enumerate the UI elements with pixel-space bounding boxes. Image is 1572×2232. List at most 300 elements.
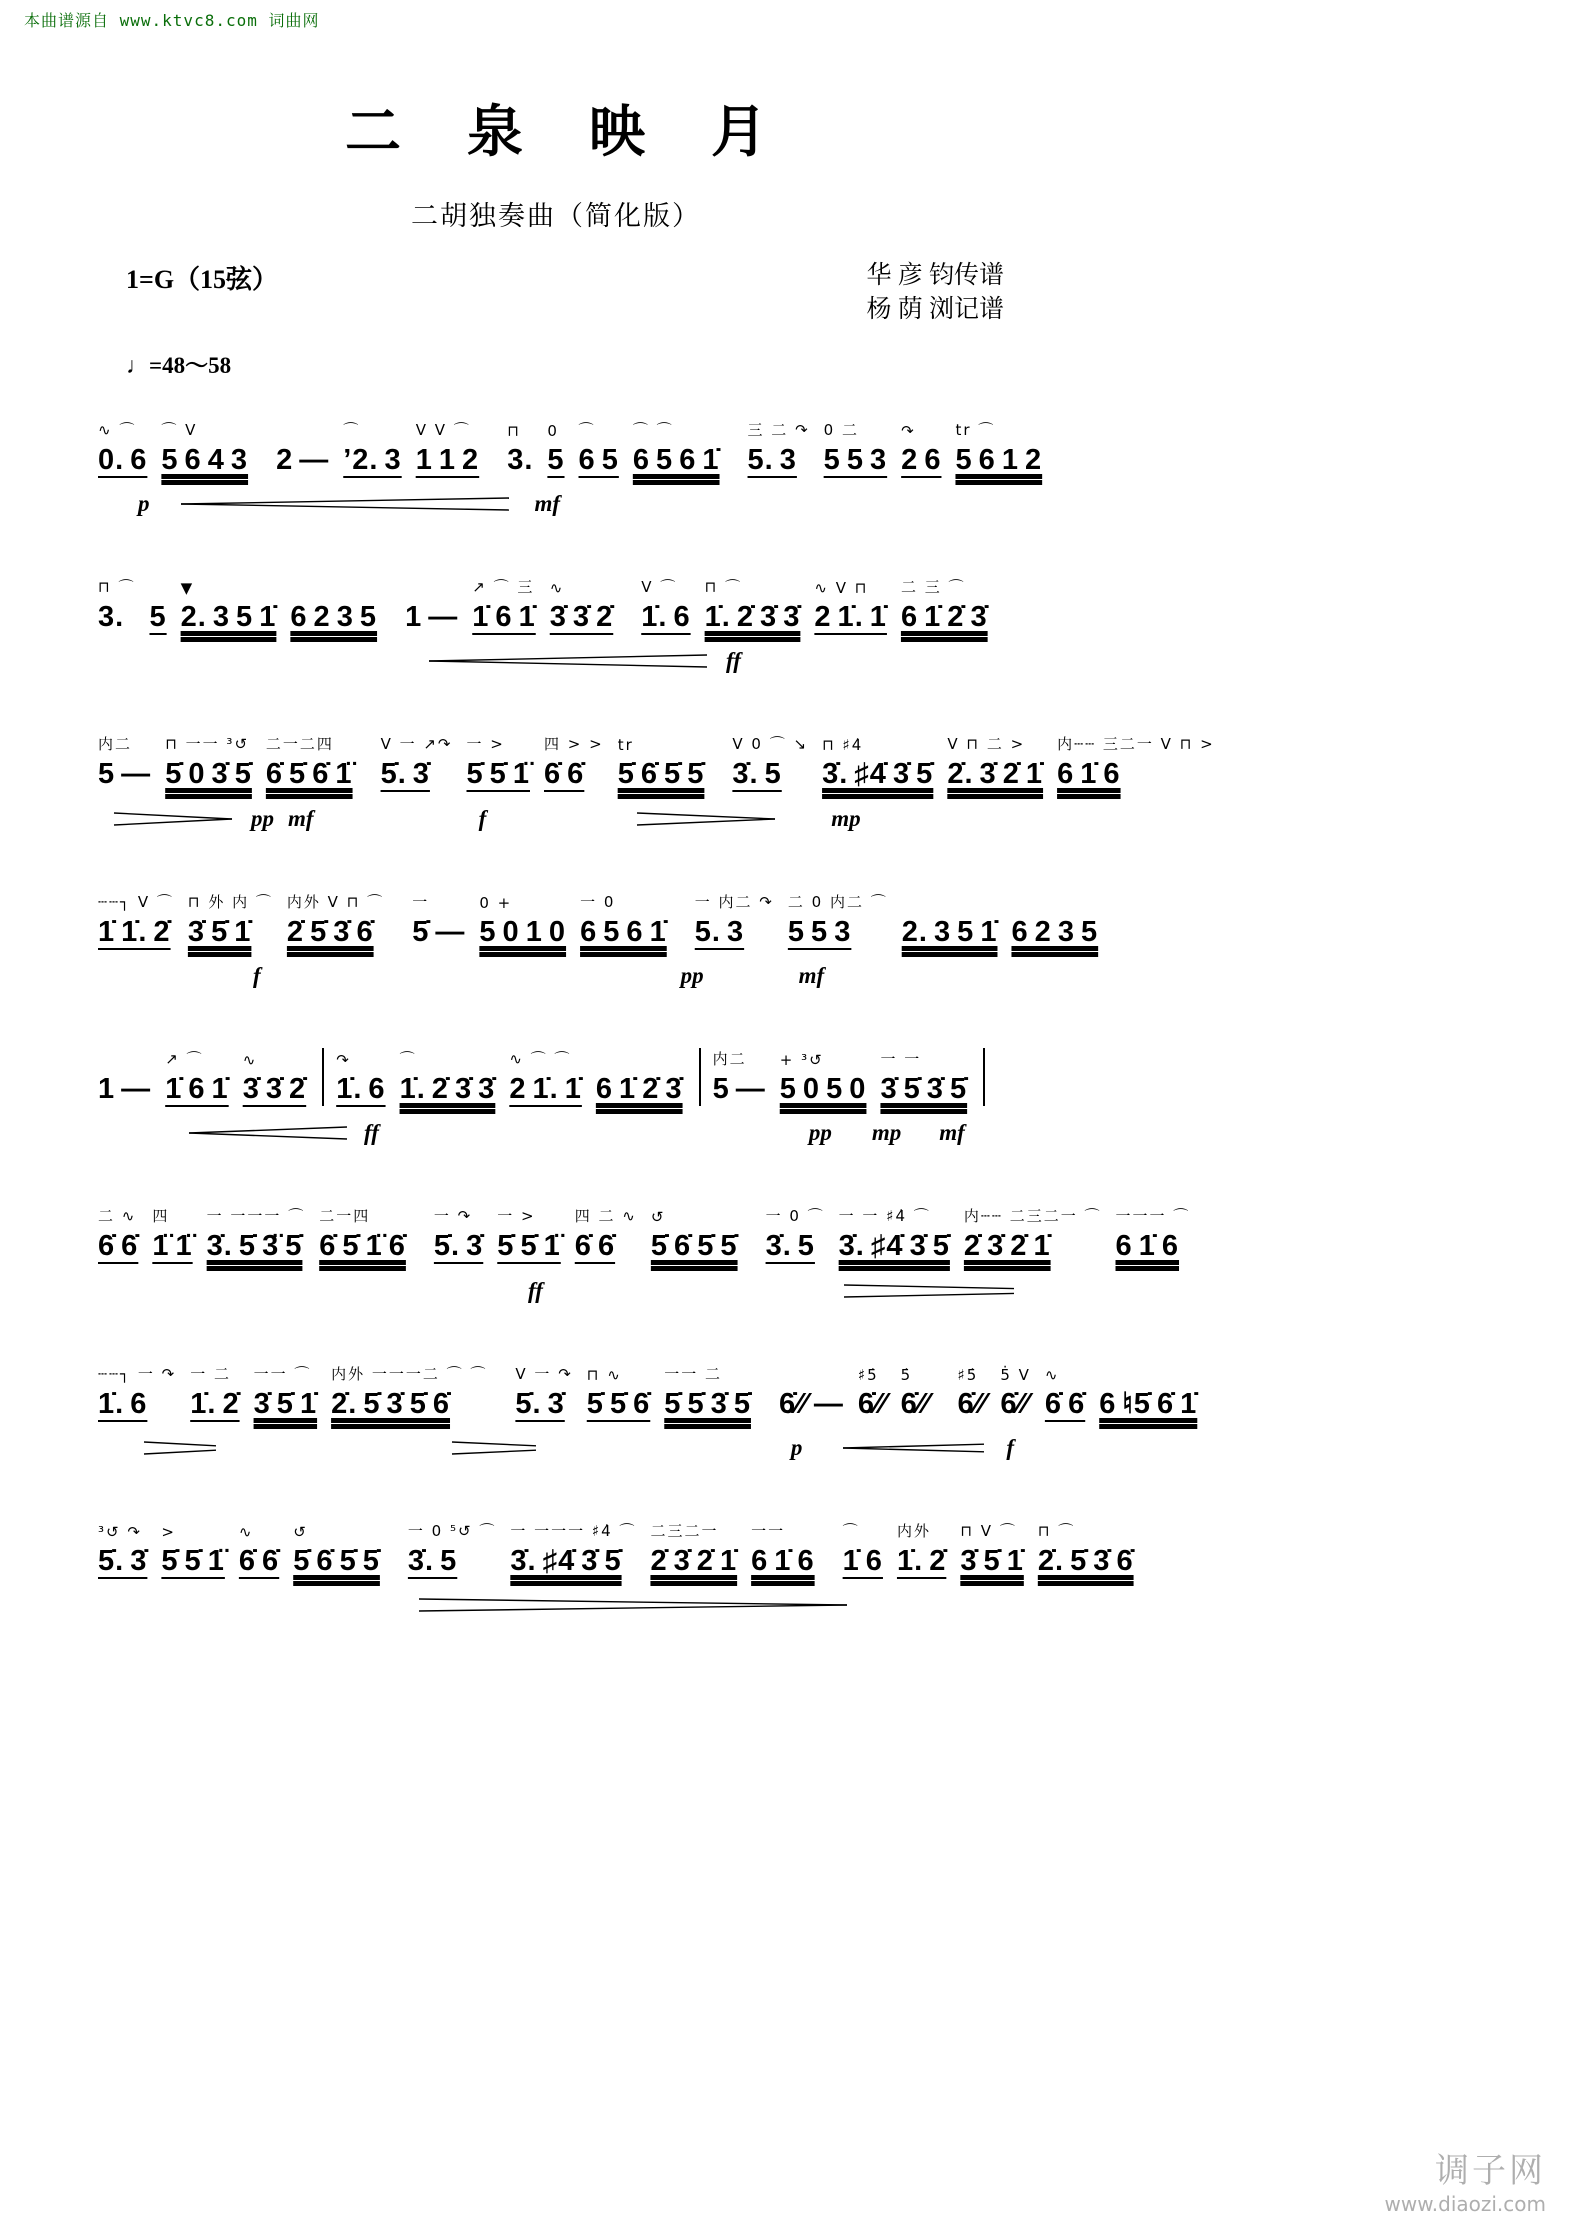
- fingering-annotation: ⌒: [399, 1049, 417, 1068]
- dynamics-row: [98, 802, 1014, 836]
- note-group: [254, 1338, 318, 1421]
- dynamics-row: [98, 644, 1014, 678]
- fingering-annotation: tr ⌒: [955, 420, 996, 439]
- fingering-annotation: [1099, 1338, 1197, 1388]
- note-group: [587, 1338, 651, 1421]
- jianpu-notes: 3̇. ♯4̇ 3̇ 5̇: [838, 1230, 950, 1263]
- jianpu-notes: 3̇ 5̇ 1̇: [187, 915, 252, 948]
- key-signature: 1=G（15弦）: [126, 265, 279, 294]
- fingering-annotation: ↺: [650, 1208, 666, 1227]
- jianpu-notes: 5. 3: [694, 915, 745, 948]
- fingering-annotation: [405, 551, 458, 601]
- jianpu-notes: 6̇⁄⁄: [957, 1387, 987, 1420]
- fingering-annotation: ⊓ ⌒: [1037, 1521, 1076, 1540]
- fingering-annotation: 三 二 ↷: [747, 420, 810, 439]
- note-group: [779, 1338, 844, 1421]
- note-group: [1000, 1338, 1031, 1421]
- note-group: [788, 866, 888, 949]
- fingering-annotation: 内二: [98, 735, 133, 754]
- jianpu-notes: 1 —: [405, 600, 459, 633]
- bars-row: [98, 708, 1215, 791]
- jianpu-notes: 6̇ 5̇ 6̇ 1̈: [265, 758, 353, 791]
- jianpu-notes: 0. 6: [98, 443, 148, 476]
- dynamic-marking: mp: [831, 805, 861, 831]
- note-group: [416, 394, 480, 477]
- jianpu-notes: 5̇ 6̇ 5̇ 5̇: [293, 1544, 380, 1577]
- fingering-annotation: ⊓: [507, 421, 521, 440]
- page-title: 二 泉 映 月: [345, 102, 793, 164]
- note-group: [858, 1338, 887, 1421]
- jianpu-notes: 6 ♮5̇ 6̇ 1̇: [1099, 1387, 1198, 1420]
- note-group: [641, 551, 690, 634]
- jianpu-notes: 1̇. 6: [641, 600, 691, 633]
- crescendo-hairpin: [180, 496, 510, 512]
- credit-line-transcriber: 华 彦 钧传谱: [866, 262, 1004, 289]
- note-group: [1099, 1338, 1197, 1421]
- jianpu-notes: 1 —: [98, 1072, 152, 1105]
- jianpu-notes: 3̇ 5̇ 3̇ 5̇: [880, 1072, 968, 1105]
- note-group: [165, 708, 252, 791]
- jianpu-notes: 6̇⁄⁄: [900, 1387, 930, 1420]
- jianpu-notes: 3.: [98, 600, 125, 633]
- note-group: [239, 1495, 279, 1578]
- dynamic-marking: ff: [726, 648, 741, 674]
- note-group: [1045, 1338, 1085, 1421]
- jianpu-notes: 6̇ 6̇: [98, 1230, 139, 1263]
- fingering-annotation: 一一 ⌒: [253, 1364, 312, 1383]
- note-group: [596, 1023, 683, 1106]
- site-url: www.diaozi.com: [1384, 2192, 1546, 2216]
- note-group: [901, 551, 988, 634]
- note-group: [814, 551, 887, 634]
- note-group: [880, 1023, 967, 1106]
- dynamic-marking: mp: [871, 1120, 902, 1146]
- note-group: [901, 1338, 930, 1421]
- fingering-annotation: 一 一一一 ♯4̇ ⌒: [510, 1521, 637, 1540]
- note-group: [1057, 708, 1215, 791]
- jianpu-notes: 2 —: [276, 443, 330, 476]
- fingering-annotation: V ⌒: [641, 577, 678, 596]
- jianpu-notes: 5̇ 5̇ 3̇ 5̇: [664, 1387, 751, 1420]
- dynamic-marking: mf: [798, 962, 825, 988]
- jianpu-notes: 6 2 3 5: [290, 600, 378, 633]
- dynamic-marking: f: [478, 805, 487, 831]
- note-group: [507, 394, 533, 477]
- barline: [322, 1048, 324, 1106]
- fingering-annotation: 5̇ V: [1000, 1365, 1031, 1384]
- jianpu-notes: 5̇. 3̇: [515, 1387, 565, 1420]
- note-group: [960, 1495, 1024, 1578]
- jianpu-notes: 5 0 1 0: [479, 915, 567, 948]
- fingering-annotation: 内┄┄ 二三二一 ⌒: [963, 1207, 1102, 1226]
- jianpu-notes: 2̇ 5̇ 3̇ 6̇: [286, 915, 374, 948]
- jianpu-notes: 1̇. 2̇ 3̇ 3̇: [704, 600, 801, 633]
- note-group: [412, 866, 465, 949]
- jianpu-notes: 6̇ 6̇: [238, 1544, 280, 1577]
- note-group: [98, 1338, 176, 1421]
- fingering-annotation: ⊓ ⌒: [704, 577, 743, 596]
- fingering-annotation: 内外: [896, 1521, 931, 1540]
- jianpu-notes: 5: [547, 443, 565, 476]
- jianpu-notes: 3̇. 5: [765, 1230, 815, 1263]
- jianpu-notes: 5 —: [98, 758, 152, 791]
- fingering-annotation: 内二: [712, 1049, 747, 1068]
- credits: [866, 259, 1004, 327]
- watermark-bottom: [1385, 2143, 1546, 2216]
- credit-line-notator: 杨 荫 浏记谱: [866, 295, 1004, 323]
- jianpu-notes: 3̇. ♯4̇ 3̇ 5̇: [510, 1544, 622, 1577]
- fingering-annotation: ♯5̇: [957, 1365, 979, 1384]
- watermark-top: 本曲谱源自 www.ktvc8.com 词曲网: [24, 11, 320, 30]
- jianpu-notes: 5̇ 5̇ 6̇: [586, 1387, 651, 1420]
- fingering-annotation: ♯5̇: [857, 1365, 879, 1384]
- note-group: [550, 551, 614, 634]
- jianpu-notes: 2̇. 5̇ 3̇ 5̇ 6̇: [331, 1387, 451, 1420]
- note-group: [1038, 1495, 1134, 1578]
- meta-row: [98, 259, 1014, 327]
- score: [98, 394, 1215, 1623]
- fingering-annotation: 一 0: [580, 892, 616, 911]
- site-name: 调子网: [1435, 2153, 1546, 2190]
- bars-row: [98, 866, 1099, 949]
- jianpu-notes: 6 1̇ 6: [751, 1544, 815, 1577]
- fingering-annotation: ↺: [293, 1522, 308, 1541]
- jianpu-notes: 5: [149, 600, 167, 633]
- note-group: [515, 1338, 572, 1421]
- fingering-annotation: ▼: [180, 578, 195, 597]
- jianpu-notes: 5̇ 5̇ 1̈: [497, 1230, 561, 1263]
- jianpu-notes: 2̇. 5̇ 3̇ 6̇: [1037, 1544, 1134, 1577]
- jianpu-notes: 5. 3: [747, 443, 797, 476]
- jianpu-notes: 6̇ 5̇ 1̈ 6̇: [319, 1230, 406, 1263]
- barline: [699, 1048, 701, 1106]
- jianpu-notes: 2 1̇. 1̇: [814, 600, 887, 633]
- fingering-annotation: ∿: [242, 1050, 258, 1069]
- note-group: [1011, 866, 1098, 949]
- jianpu-notes: 6 1̇ 2̇ 3̇: [900, 600, 988, 633]
- fingering-annotation: ³↺ ↷: [98, 1522, 142, 1541]
- jianpu-notes: 2 1̇. 1̇: [509, 1072, 582, 1105]
- jianpu-notes: 2. 3 5 1̇: [180, 600, 277, 633]
- note-group: [955, 394, 1042, 477]
- tempo-marking: ♩=48～58: [126, 352, 232, 378]
- fingering-annotation: ⌒ ⌒: [632, 420, 674, 439]
- fingering-annotation: 一 0 ⁵↺ ⌒: [407, 1521, 497, 1540]
- jianpu-notes: 5̇ 0 3̇ 5̇: [165, 758, 252, 791]
- note-group: [843, 1495, 883, 1578]
- note-group: [664, 1338, 751, 1421]
- fingering-annotation: 一 >: [497, 1207, 536, 1226]
- jianpu-notes: 6̇ 6̇: [544, 758, 585, 791]
- jianpu-notes: 5̇ 6̇ 5̇ 5̇: [650, 1230, 738, 1263]
- note-group: [651, 1180, 738, 1263]
- fingering-annotation: ⌒: [578, 420, 596, 439]
- jianpu-notes: 3̇ 3̇ 2̇: [242, 1072, 307, 1105]
- jianpu-notes: 6 1̇ 2̇ 3̇: [595, 1072, 683, 1105]
- note-group: [650, 1495, 737, 1578]
- jianpu-notes: 3̇ 3̇ 2̇: [549, 600, 614, 633]
- note-group: [695, 866, 774, 949]
- fingering-annotation: 二 0 内二 ⌒: [787, 892, 888, 911]
- note-group: [188, 866, 273, 949]
- fingering-annotation: 二三二一: [650, 1521, 719, 1540]
- fingering-annotation: ↗ ⌒: [165, 1049, 204, 1068]
- diminuendo-hairpin: [418, 1597, 848, 1613]
- fingering-annotation: 一 一: [880, 1049, 922, 1068]
- fingering-annotation: ∿ V ⊓: [814, 578, 869, 597]
- note-group: [181, 551, 277, 634]
- fingering-annotation: V 0 ⌒ ↘: [732, 735, 809, 754]
- jianpu-notes: 1̈ 1̈: [152, 1230, 193, 1263]
- jianpu-notes: 3̇ 5̇ 1̇: [253, 1387, 318, 1420]
- jianpu-notes: 1̇ 6: [842, 1544, 883, 1577]
- fingering-annotation: 四 > >: [544, 735, 604, 754]
- jianpu-notes: 5 6 1 2: [955, 443, 1043, 476]
- dynamic-marking: mf: [939, 1120, 965, 1146]
- bars-row: [98, 1023, 1014, 1106]
- note-group: [266, 708, 353, 791]
- music-system: [98, 1495, 1134, 1622]
- jianpu-notes: 5 —: [712, 1072, 766, 1105]
- fingering-annotation: ⊓ V ⌒: [960, 1521, 1017, 1540]
- jianpu-notes: 5̇. 3̇: [433, 1230, 484, 1263]
- jianpu-notes: 6 5: [578, 443, 619, 476]
- dynamic-marking: f: [253, 962, 261, 988]
- music-system: [98, 1180, 1191, 1307]
- dynamic-marking: pp: [680, 962, 704, 988]
- note-group: [824, 394, 888, 477]
- dynamic-marking: pp: [251, 805, 274, 831]
- jianpu-notes: 6 5 6 1̇: [580, 915, 667, 948]
- note-group: [544, 708, 604, 791]
- jianpu-notes: 3̇. ♯4̇ 3̇ 5̇: [822, 758, 934, 791]
- fingering-annotation: 内外 V ⊓ ⌒: [286, 892, 385, 911]
- jianpu-notes: 5 5 3: [787, 915, 852, 948]
- fingering-annotation: 四: [152, 1207, 170, 1226]
- fingering-annotation: tr: [617, 736, 634, 755]
- note-group: [902, 866, 998, 949]
- jianpu-notes: 2̇ 3̇ 2̇ 1̇: [650, 1544, 738, 1577]
- fingering-annotation: ↷: [336, 1050, 351, 1069]
- dynamics-row: [98, 1431, 1014, 1465]
- fingering-annotation: 一 0 ⌒: [765, 1207, 825, 1226]
- note-group: [336, 1023, 385, 1106]
- note-group: [901, 394, 941, 477]
- jianpu-notes: 3̇. 5: [407, 1544, 458, 1577]
- fingering-annotation: 0: [547, 421, 559, 440]
- fingering-annotation: 二一四: [319, 1207, 371, 1226]
- fingering-annotation: 二 三 ⌒: [900, 577, 966, 596]
- score-content: [98, 60, 1215, 1652]
- jianpu-notes: 1̇. 2̇: [896, 1544, 947, 1577]
- music-system: [98, 866, 1099, 993]
- fingering-annotation: ⊓ 外 内 ⌒: [187, 892, 273, 911]
- fingering-annotation: ┄┄┐ V ⌒: [98, 892, 174, 911]
- dynamic-marking: p: [138, 490, 150, 516]
- dynamic-marking: mf: [534, 490, 561, 516]
- note-group: [509, 1023, 582, 1106]
- jianpu-notes: 6 2 3 5: [1011, 915, 1099, 948]
- fingering-annotation: [902, 866, 998, 916]
- fingering-annotation: ∿: [1044, 1365, 1060, 1384]
- fingering-annotation: 一 ↷: [433, 1207, 473, 1226]
- note-group: [1116, 1180, 1191, 1263]
- dynamic-marking: pp: [808, 1120, 832, 1146]
- fingering-annotation: 二 ∿: [98, 1207, 137, 1226]
- jianpu-notes: 2 6: [901, 443, 942, 476]
- fingering-annotation: [98, 1023, 151, 1073]
- bars-row: [98, 1495, 1134, 1578]
- jianpu-notes: 6 1̇ 6: [1057, 758, 1121, 791]
- jianpu-notes: 2̇ 3̇ 2̇ 1̇: [963, 1230, 1051, 1263]
- crescendo-hairpin: [428, 653, 708, 669]
- jianpu-notes: 6̇ 6̇: [574, 1230, 616, 1263]
- dynamic-marking: mf: [288, 805, 314, 831]
- note-group: [98, 866, 174, 949]
- jianpu-notes: 3.: [507, 443, 534, 476]
- jianpu-notes: 5̇. 3̇: [380, 758, 430, 791]
- note-group: [408, 1495, 496, 1578]
- note-group: [319, 1180, 406, 1263]
- barline: [983, 1048, 985, 1106]
- jianpu-notes: 6̇ 6̇: [1044, 1387, 1086, 1420]
- music-system: [98, 708, 1215, 835]
- jianpu-notes: 1̇. 6: [336, 1072, 386, 1105]
- jianpu-notes: 3̇. 5̇ 3̈ 5̇: [206, 1230, 303, 1263]
- note-group: [98, 551, 135, 634]
- dynamic-marking: p: [790, 1434, 803, 1460]
- fingering-annotation: ⊓ ⌒: [98, 577, 136, 596]
- jianpu-notes: 5 0 5 0: [779, 1072, 867, 1105]
- note-group: [331, 1338, 487, 1421]
- note-group: [957, 1338, 986, 1421]
- fingering-annotation: ⊓ ∿: [586, 1365, 622, 1384]
- fingering-annotation: + ³↺: [779, 1050, 824, 1069]
- jianpu-notes: 6̇⁄⁄: [857, 1387, 887, 1420]
- note-group: [400, 1023, 496, 1106]
- jianpu-notes: 2. 3 5 1̇: [901, 915, 998, 948]
- fingering-annotation: 内外 一一一二 ⌒ ⌒: [331, 1364, 488, 1383]
- diminuendo-hairpin: [843, 1283, 1014, 1299]
- jianpu-notes: 5̇ 5̇ 1̈: [466, 758, 530, 791]
- dynamics-row: [98, 1274, 1014, 1308]
- fingering-annotation: V 一 ↷: [515, 1364, 573, 1383]
- fingering-annotation: V ⊓ 二 >: [947, 735, 1026, 754]
- note-group: [839, 1180, 950, 1263]
- fingering-annotation: ⊓ 一一 ³↺: [165, 735, 250, 754]
- jianpu-notes: 1̇. 2̇: [190, 1387, 240, 1420]
- note-group: [748, 394, 810, 477]
- jianpu-notes: 1̇ 6 1̇: [472, 600, 536, 633]
- jianpu-notes: 1̇. 6: [98, 1387, 148, 1420]
- fingering-annotation: 0 二: [823, 420, 859, 439]
- jianpu-notes: 6̇⁄⁄: [1000, 1387, 1030, 1420]
- fingering-annotation: [1011, 866, 1098, 916]
- note-group: [618, 708, 705, 791]
- music-system: [98, 394, 1043, 521]
- note-group: [152, 1180, 192, 1263]
- note-group: [165, 1023, 229, 1106]
- note-group: [161, 394, 248, 477]
- note-group: [98, 708, 151, 791]
- subtitle: 二胡独奏曲（简化版）: [411, 201, 701, 231]
- fingering-annotation: ↗ ⌒ 三: [472, 577, 535, 596]
- fingering-annotation: 一 内二 ↷: [694, 892, 774, 911]
- note-group: [732, 708, 808, 791]
- music-system: [98, 1023, 1014, 1150]
- jianpu-notes: 2̇. 3̇ 2̇ 1̇: [947, 758, 1044, 791]
- jianpu-notes: 5 6 4 3: [161, 443, 249, 476]
- jianpu-notes: 1̇. 2̇ 3̇ 3̇: [399, 1072, 496, 1105]
- note-group: [705, 551, 801, 634]
- note-group: [343, 394, 401, 477]
- fingering-annotation: 内┄┄ 三二一 V ⊓ >: [1057, 735, 1215, 754]
- fingering-annotation: ∿: [238, 1522, 254, 1541]
- jianpu-notes: 6̇⁄⁄ —: [778, 1387, 844, 1420]
- note-group: [579, 394, 619, 477]
- note-group: [510, 1495, 636, 1578]
- note-group: [575, 1180, 637, 1263]
- note-group: [633, 394, 720, 477]
- note-group: [149, 551, 166, 634]
- crescendo-hairpin: [842, 1440, 984, 1456]
- note-group: [98, 1495, 147, 1578]
- diminuendo-hairpin: [636, 811, 776, 827]
- note-group: [479, 866, 566, 949]
- note-group: [964, 1180, 1102, 1263]
- diminuendo-hairpin: [113, 811, 233, 827]
- bars-row: [98, 394, 1043, 477]
- note-group: [547, 394, 564, 477]
- fingering-annotation: 一 一 ♯4̇ ⌒: [838, 1207, 931, 1226]
- fingering-annotation: 四 二 ∿: [574, 1207, 637, 1226]
- note-group: [897, 1495, 946, 1578]
- note-group: [98, 394, 147, 477]
- fingering-annotation: [276, 394, 329, 444]
- diminuendo-hairpin: [143, 1440, 216, 1456]
- dynamic-marking: ff: [364, 1120, 379, 1146]
- jianpu-notes: 5̇ 6̇ 5̇ 5̇: [617, 758, 705, 791]
- jianpu-notes: ’2. 3: [343, 443, 402, 476]
- fingering-annotation: V V ⌒: [415, 420, 471, 439]
- note-group: [822, 708, 933, 791]
- note-group: [434, 1180, 483, 1263]
- jianpu-notes: 3̇. 5: [732, 758, 782, 791]
- bars-row: [98, 1338, 1198, 1421]
- note-group: [98, 1180, 138, 1263]
- fingering-annotation: V 一 ↗↷: [380, 735, 453, 754]
- jianpu-notes: 5̇ 5̇ 1̈: [161, 1544, 225, 1577]
- note-group: [243, 1023, 307, 1106]
- music-system: [98, 1338, 1198, 1465]
- fingering-annotation: 一一: [751, 1521, 786, 1540]
- fingering-annotation: ↷: [901, 421, 916, 440]
- note-group: [190, 1338, 239, 1421]
- fingering-annotation: ⊓ ♯4̇: [822, 736, 864, 755]
- note-group: [580, 866, 667, 949]
- note-group: [472, 551, 536, 634]
- note-group: [751, 1495, 815, 1578]
- fingering-annotation: ⌒: [842, 1521, 860, 1540]
- fingering-annotation: [779, 1338, 844, 1388]
- fingering-annotation: 一 >: [466, 735, 505, 754]
- fingering-annotation: ┄┄┐ 一 ↷: [98, 1364, 177, 1383]
- diminuendo-hairpin: [451, 1440, 536, 1456]
- note-group: [780, 1023, 867, 1106]
- dynamics-row: [98, 1588, 1014, 1622]
- dynamics-row: [98, 959, 1014, 993]
- fingering-annotation: 二一二四: [265, 735, 334, 754]
